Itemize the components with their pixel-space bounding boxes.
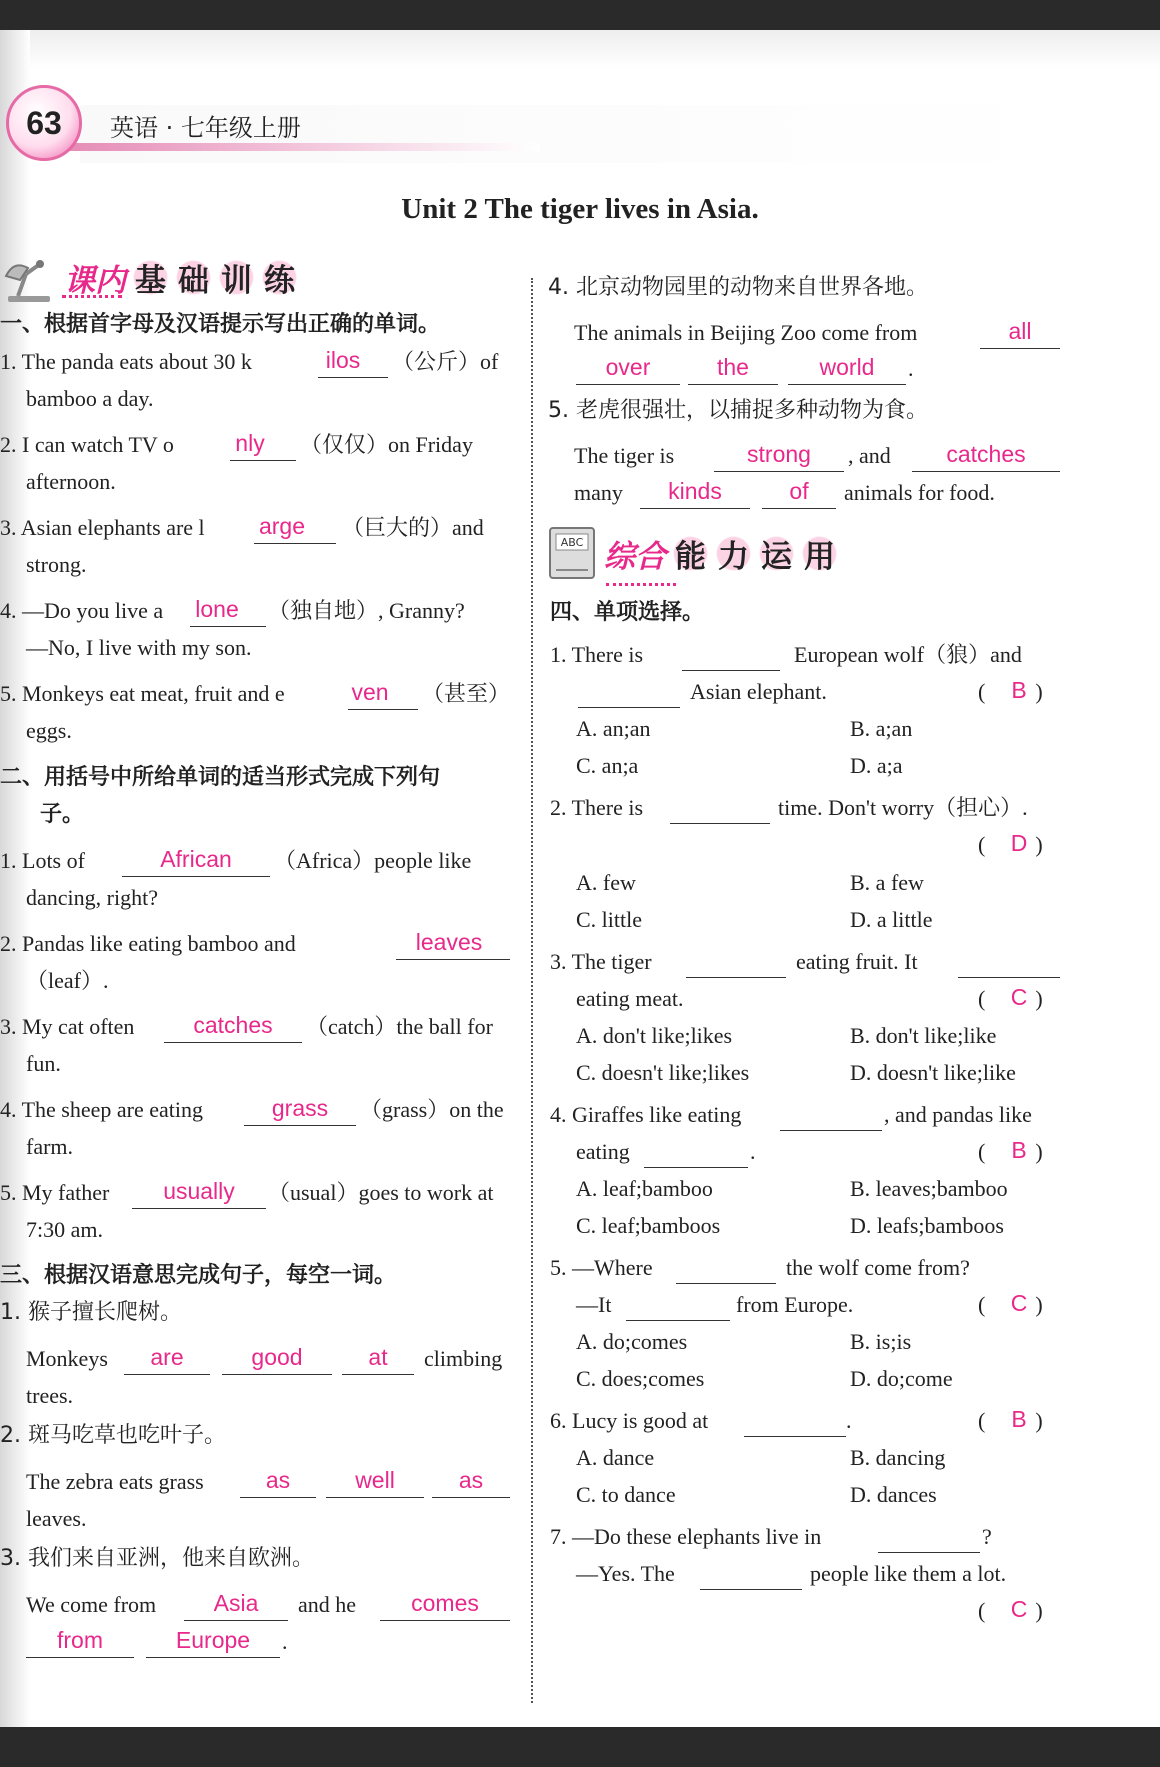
- q5-hint: （甚至）: [422, 681, 511, 706]
- p1-text: 1. Lots of: [0, 848, 85, 873]
- m4-option-c: C. leaf;bamboos: [576, 1213, 721, 1238]
- s1-cont: trees.: [26, 1383, 74, 1408]
- q3-answer: arge: [258, 513, 306, 539]
- p5-hint: （usual）goes to work at: [268, 1180, 494, 1205]
- m2-option-b: B. a few: [850, 870, 924, 895]
- m6-option-a: A. dance: [576, 1445, 655, 1470]
- m4-option-d: D. leafs;bamboos: [850, 1213, 1004, 1238]
- m6-answer: B: [1011, 1406, 1027, 1432]
- section-label-b: 能: [672, 531, 709, 576]
- m2-option-c: C. little: [576, 907, 642, 932]
- p3-answer: catches: [193, 1012, 273, 1038]
- s3-answer: from: [57, 1627, 103, 1653]
- m2-paren: ( ): [978, 832, 1043, 857]
- s3-answer: Asia: [213, 1590, 259, 1616]
- s3-answer: comes: [411, 1590, 479, 1616]
- m5-option-c: C. does;comes: [576, 1366, 705, 1391]
- lamp-icon: [4, 250, 58, 304]
- m1-blank: [682, 640, 780, 671]
- section-label-b: 训: [218, 255, 255, 300]
- section-label-b: 基: [132, 255, 169, 300]
- q1-answer: ilos: [325, 347, 361, 373]
- decor-dots: [606, 580, 676, 586]
- m4-paren: ( ): [978, 1139, 1043, 1164]
- m6-blank: [744, 1406, 846, 1437]
- m4-blank: [644, 1137, 748, 1168]
- m1-option-a: A. an;an: [576, 716, 651, 741]
- s4-answer: world: [819, 354, 875, 380]
- s1-answer: good: [251, 1344, 303, 1370]
- s3-end: .: [282, 1629, 288, 1654]
- m3-option-a: A. don't like;likes: [576, 1023, 733, 1048]
- part2-heading: 二、用括号中所给单词的适当形式完成下列句: [0, 765, 441, 790]
- s4-answer: the: [717, 354, 749, 380]
- p5-text: 5. My father: [0, 1180, 110, 1205]
- p4-cont: farm.: [26, 1134, 74, 1159]
- m2-option-d: D. a little: [850, 907, 933, 932]
- section-label-a: 综合: [604, 538, 666, 575]
- m6-option-d: D. dances: [850, 1482, 937, 1507]
- s5-answer: of: [789, 478, 809, 504]
- m5-cont: —It: [576, 1292, 612, 1317]
- q1-text: 1. The panda eats about 30 k: [0, 349, 252, 374]
- p4-answer: grass: [271, 1095, 329, 1121]
- m3-text-mid: eating fruit. It: [796, 949, 918, 974]
- section-label-b: 力: [715, 531, 752, 576]
- m2-option-a: A. few: [576, 870, 636, 895]
- m3-option-c: C. doesn't like;likes: [576, 1060, 750, 1085]
- abc-label: ABC: [560, 536, 584, 549]
- p4-hint: （grass）on the: [360, 1097, 504, 1122]
- s4-chinese: 4. 北京动物园里的动物来自世界各地。: [548, 275, 928, 300]
- s1-answer: at: [368, 1344, 388, 1370]
- abc-book-icon: [548, 524, 598, 582]
- s5-chinese: 5. 老虎很强壮，以捕捉多种动物为食。: [548, 398, 928, 423]
- p2-cont: （leaf）.: [26, 968, 109, 993]
- s1-text-end: climbing: [424, 1346, 503, 1371]
- s5-end: animals for food.: [844, 480, 995, 505]
- m7-blank: [700, 1559, 802, 1590]
- m6-paren: ( ): [978, 1408, 1043, 1433]
- m6-text: 6. Lucy is good at: [550, 1408, 709, 1433]
- s5-answer: kinds: [668, 478, 722, 504]
- s1-text: Monkeys: [26, 1346, 108, 1371]
- m5-answer: C: [1010, 1290, 1028, 1316]
- part4-heading: 四、单项选择。: [550, 600, 705, 625]
- m1-text-mid: European wolf（狼）and: [794, 642, 1022, 667]
- m1-option-b: B. a;an: [850, 716, 913, 741]
- s3-text-mid: and he: [298, 1592, 357, 1617]
- m5-blank: [626, 1290, 730, 1321]
- m4-cont: eating: [576, 1139, 630, 1164]
- m3-blank: [958, 947, 1060, 978]
- m4-option-b: B. leaves;bamboo: [850, 1176, 1008, 1201]
- p5-cont: 7:30 am.: [26, 1217, 103, 1242]
- m4-option-a: A. leaf;bamboo: [576, 1176, 713, 1201]
- m3-option-d: D. doesn't like;like: [850, 1060, 1016, 1085]
- q4-hint: （独自地）, Granny?: [268, 598, 465, 623]
- q5-answer: ven: [351, 679, 389, 705]
- m7-paren: ( ): [978, 1598, 1043, 1623]
- p2-text: 2. Pandas like eating bamboo and: [0, 931, 296, 956]
- header-rule: [60, 143, 540, 151]
- section-label-b: 础: [175, 255, 212, 300]
- m7-answer: C: [1010, 1596, 1028, 1622]
- m4-blank: [780, 1100, 882, 1131]
- s2-answer: well: [355, 1467, 395, 1493]
- p4-text: 4. The sheep are eating: [0, 1097, 204, 1122]
- book-title: 英语 · 七年级上册: [110, 114, 301, 142]
- workbook-page: [0, 30, 1160, 1727]
- m4-answer: B: [1011, 1137, 1027, 1163]
- decor-dots: [62, 292, 122, 298]
- part1-heading: 一、根据首字母及汉语提示写出正确的单词。: [0, 312, 441, 337]
- s2-answer: as: [265, 1467, 291, 1493]
- m1-option-c: C. an;a: [576, 753, 639, 778]
- q2-answer: nly: [235, 430, 265, 456]
- m4-text-mid: , and pandas like: [884, 1102, 1032, 1127]
- q2-hint: （仅仅）on Friday: [300, 432, 473, 457]
- m5-option-a: A. do;comes: [576, 1329, 688, 1354]
- p3-text: 3. My cat often: [0, 1014, 135, 1039]
- q3-hint: （巨大的）and: [342, 515, 484, 540]
- m3-cont: eating meat.: [576, 986, 684, 1011]
- m6-option-c: C. to dance: [576, 1482, 676, 1507]
- unit-title: Unit 2 The tiger lives in Asia.: [401, 193, 759, 225]
- section-banner-comprehensive: [548, 524, 838, 582]
- s3-chinese: 3. 我们来自亚洲，他来自欧洲。: [0, 1546, 314, 1571]
- section-label-b: 用: [801, 531, 838, 576]
- part3-heading: 三、根据汉语意思完成句子，每空一词。: [0, 1263, 397, 1288]
- section-label-b: 练: [261, 255, 298, 300]
- p5-answer: usually: [163, 1178, 235, 1204]
- page-number: 63: [26, 104, 62, 141]
- s4-answer: over: [605, 354, 651, 380]
- q4-text: 4. —Do you live a: [0, 598, 164, 623]
- q1-cont: bamboo a day.: [26, 386, 154, 411]
- q3-cont: strong.: [26, 552, 87, 577]
- m7-cont-end: people like them a lot.: [810, 1561, 1007, 1586]
- m4-text: 4. Giraffes like eating: [550, 1102, 742, 1127]
- m5-option-d: D. do;come: [850, 1366, 953, 1391]
- m3-text: 3. The tiger: [550, 949, 652, 974]
- q5-text: 5. Monkeys eat meat, fruit and e: [0, 681, 285, 706]
- s4-text: The animals in Beijing Zoo come from: [574, 320, 918, 345]
- s2-answer: as: [458, 1467, 484, 1493]
- p1-cont: dancing, right?: [26, 885, 158, 910]
- m7-blank: [878, 1522, 980, 1553]
- s3-answer: Europe: [175, 1627, 251, 1653]
- q4-cont: —No, I live with my son.: [26, 635, 252, 660]
- q3-text: 3. Asian elephants are l: [0, 515, 205, 540]
- page-number-badge: [6, 85, 82, 161]
- m7-cont: —Yes. The: [576, 1561, 675, 1586]
- m6-option-b: B. dancing: [850, 1445, 946, 1470]
- m5-paren: ( ): [978, 1292, 1043, 1317]
- m2-answer: D: [1010, 830, 1028, 856]
- m1-option-d: D. a;a: [850, 753, 903, 778]
- s2-chinese: 2. 斑马吃草也吃叶子。: [0, 1423, 226, 1448]
- s5-text: The tiger is: [574, 443, 675, 468]
- m5-blank: [676, 1253, 776, 1284]
- q1-hint: （公斤）of: [392, 349, 499, 374]
- s4-end: .: [908, 356, 914, 381]
- m3-blank: [686, 947, 786, 978]
- column-divider: [531, 278, 533, 1703]
- m6-end: .: [846, 1408, 852, 1433]
- m3-paren: ( ): [978, 986, 1043, 1011]
- p1-answer: African: [160, 846, 232, 872]
- m2-text: 2. There is: [550, 795, 644, 820]
- m5-text-end: the wolf come from?: [786, 1255, 970, 1280]
- p3-cont: fun.: [26, 1051, 61, 1076]
- s2-cont: leaves.: [26, 1506, 87, 1531]
- section-label-a: 课内: [64, 262, 126, 299]
- p2-answer: leaves: [415, 929, 483, 955]
- page-top-edge: [0, 30, 1160, 70]
- q5-cont: eggs.: [26, 718, 72, 743]
- p1-hint: （Africa）people like: [274, 848, 472, 873]
- q2-text: 2. I can watch TV o: [0, 432, 174, 457]
- m1-blank: [578, 677, 680, 708]
- s5-answer: strong: [747, 441, 811, 467]
- m1-answer: B: [1011, 677, 1027, 703]
- section-label-b: 运: [758, 531, 795, 576]
- s2-text: The zebra eats grass: [26, 1469, 204, 1494]
- s4-answer: all: [1008, 318, 1032, 344]
- m3-answer: C: [1010, 984, 1028, 1010]
- m1-paren: ( ): [978, 679, 1043, 704]
- q4-answer: lone: [195, 596, 239, 622]
- s5-cont: many: [574, 480, 623, 505]
- s3-text: We come from: [26, 1592, 157, 1617]
- m2-text-end: time. Don't worry（担心）.: [778, 795, 1028, 820]
- p3-hint: （catch）the ball for: [306, 1014, 493, 1039]
- q2-cont: afternoon.: [26, 469, 116, 494]
- m1-cont: Asian elephant.: [690, 679, 827, 704]
- m5-cont-end: from Europe.: [736, 1292, 854, 1317]
- s5-text-mid: , and: [848, 443, 891, 468]
- m1-text: 1. There is: [550, 642, 644, 667]
- m4-end: .: [750, 1139, 756, 1164]
- section-banner-classwork: [4, 250, 298, 304]
- s5-answer: catches: [946, 441, 1026, 467]
- m5-option-b: B. is;is: [850, 1329, 912, 1354]
- m2-blank: [670, 793, 770, 824]
- s1-chinese: 1. 猴子擅长爬树。: [0, 1300, 182, 1325]
- m7-text: 7. —Do these elephants live in: [550, 1524, 822, 1549]
- s1-answer: are: [150, 1344, 184, 1370]
- m5-text: 5. —Where: [550, 1255, 653, 1280]
- part2-heading-cont: 子。: [40, 802, 85, 827]
- m3-option-b: B. don't like;like: [850, 1023, 997, 1048]
- m7-end: ?: [982, 1524, 992, 1549]
